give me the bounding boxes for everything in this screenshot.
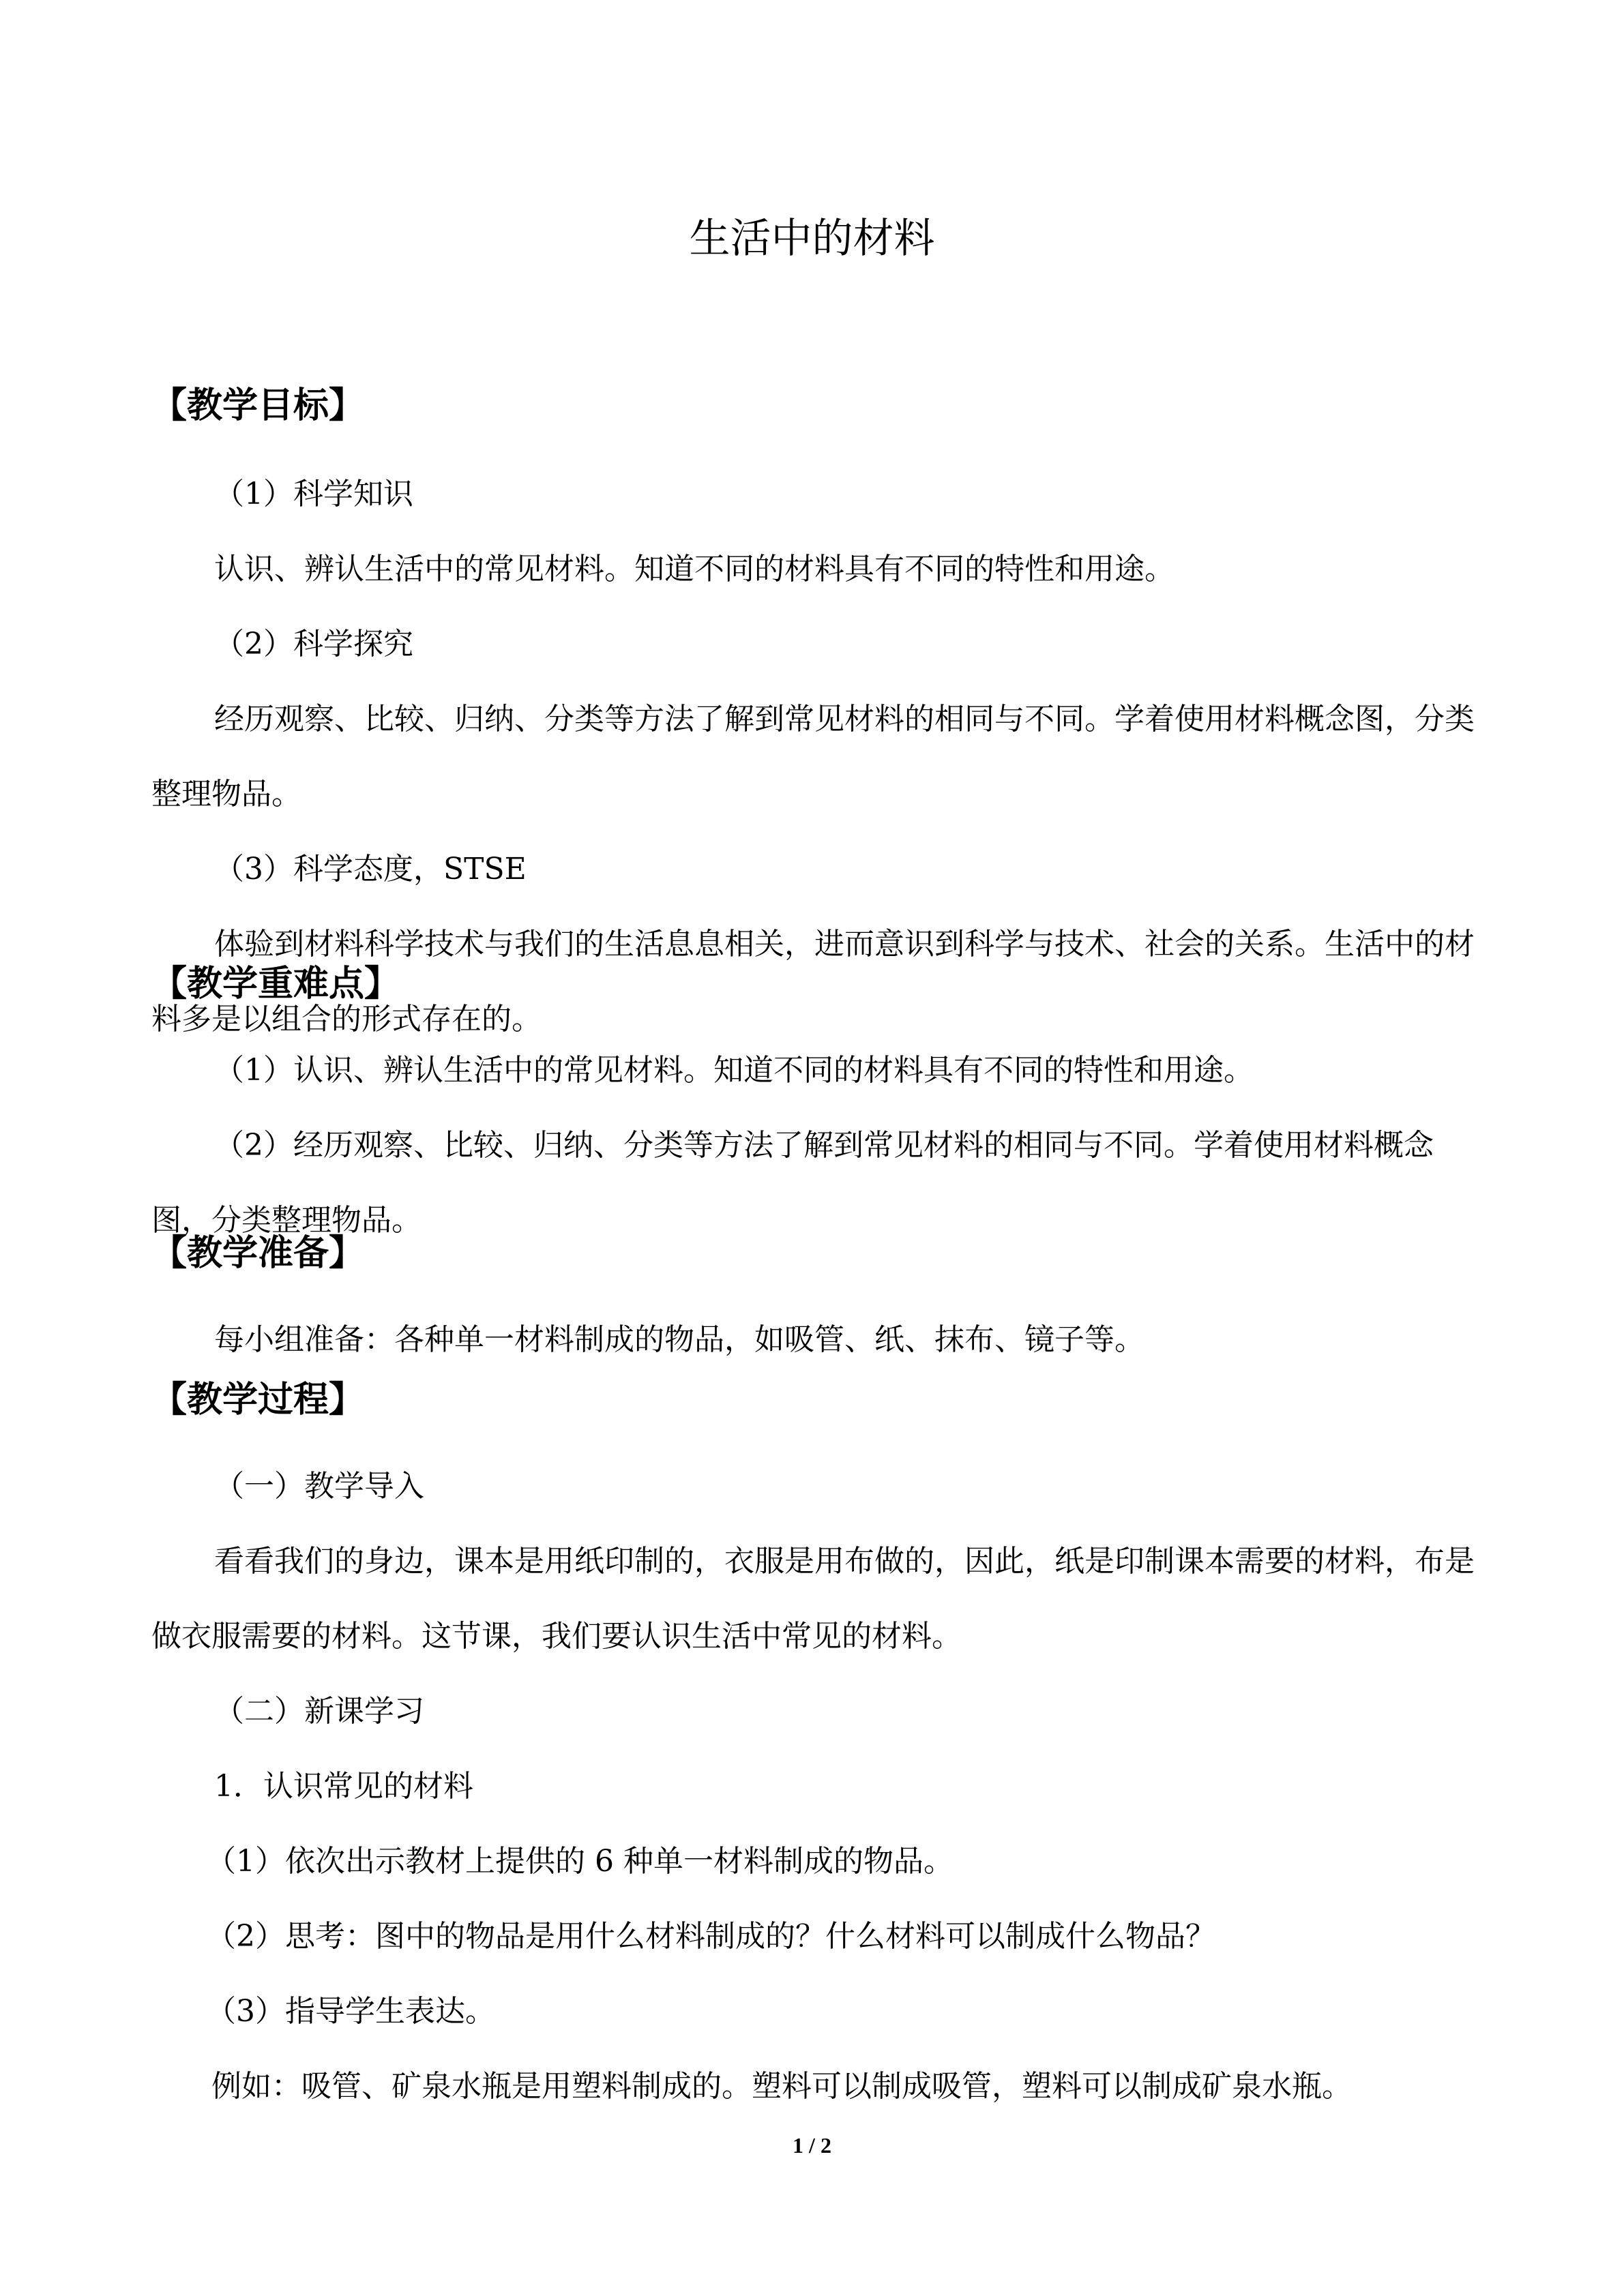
preparation-text: 每小组准备：各种单一材料制成的物品，如吸管、纸、抹布、镜子等。 xyxy=(214,1322,1145,1357)
process-step-1-3: （3）指导学生表达。 xyxy=(206,1994,495,2029)
goal-item-1-label: （1）科学知识 xyxy=(214,477,413,511)
goal-item-3-text: 体验到材料科学技术与我们的生活息息相关，进而意识到科学与技术、社会的关系。生活中的材料多是以组合的形式存在的。 xyxy=(151,927,1475,1037)
heading-key-points: 【教学重难点】 xyxy=(151,964,400,1004)
process-intro-label: （一）教学导入 xyxy=(214,1469,424,1504)
goal-item-2-label: （2）科学探究 xyxy=(214,627,413,661)
heading-process: 【教学过程】 xyxy=(151,1380,365,1420)
goal-item-1-text: 认识、辨认生活中的常见材料。知道不同的材料具有不同的特性和用途。 xyxy=(214,552,1175,586)
process-new-lesson-label: （二）新课学习 xyxy=(214,1694,424,1729)
process-step-1: 1．认识常见的材料 xyxy=(214,1769,473,1804)
process-step-1-1: （1）依次出示教材上提供的 6 种单一材料制成的物品。 xyxy=(206,1844,954,1879)
goal-item-3-label: （3）科学态度，STSE xyxy=(214,852,527,886)
process-step-1-2: （2）思考：图中的物品是用什么材料制成的？什么材料可以制成什么物品？ xyxy=(206,1919,1215,1954)
heading-preparation: 【教学准备】 xyxy=(151,1233,365,1274)
key-point-1: （1）认识、辨认生活中的常见材料。知道不同的材料具有不同的特性和用途。 xyxy=(214,1053,1254,1088)
heading-teaching-goals: 【教学目标】 xyxy=(151,385,365,426)
process-intro-text: 看看我们的身边，课本是用纸印制的，衣服是用布做的，因此，纸是印制课本需要的材料，布是做衣服需要的材料。这节课，我们要认识生活中常见的材料。 xyxy=(151,1544,1475,1654)
page-number: 1 / 2 xyxy=(793,2133,831,2158)
process-example: 例如：吸管、矿泉水瓶是用塑料制成的。塑料可以制成吸管，塑料可以制成矿泉水瓶。 xyxy=(211,2069,1352,2104)
key-point-2: （2）经历观察、比较、归纳、分类等方法了解到常见材料的相同与不同。学着使用材料概念图，分类整理物品。 xyxy=(151,1128,1434,1238)
goal-item-2-text: 经历观察、比较、归纳、分类等方法了解到常见材料的相同与不同。学着使用材料概念图，分类整理物品。 xyxy=(151,702,1475,811)
document-title: 生活中的材料 xyxy=(689,215,935,263)
